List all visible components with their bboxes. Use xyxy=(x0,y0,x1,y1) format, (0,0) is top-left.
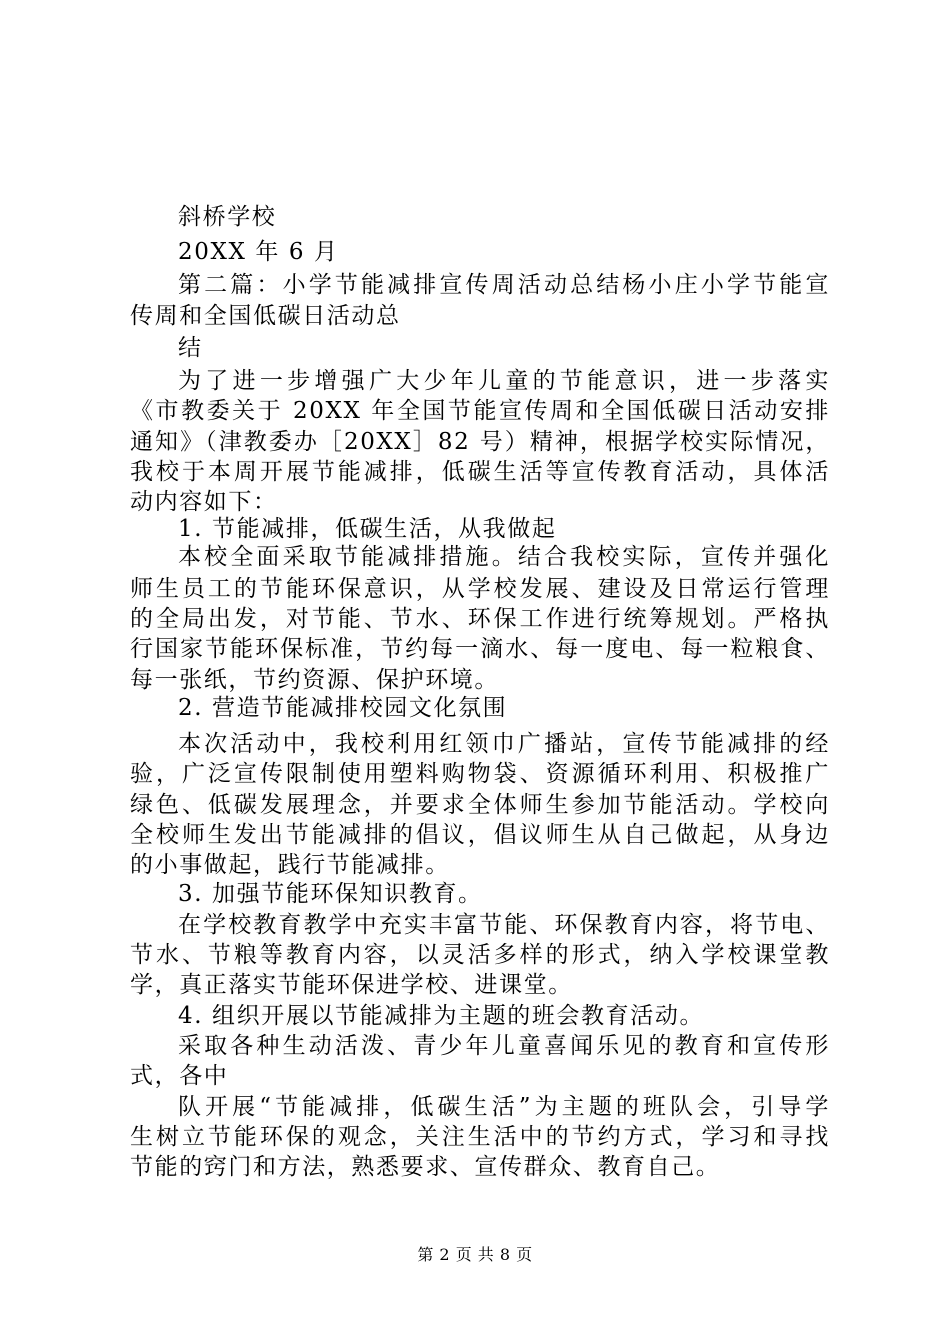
signature-date: 20XX 年 6 月 xyxy=(178,239,339,265)
paragraph-1-line-1: 本校全面采取节能减排措施。结合我校实际，宣传并强化 xyxy=(178,544,830,570)
section-title-line-1: 第二篇：小学节能减排宣传周活动总结杨小庄小学节能宣 xyxy=(178,272,830,298)
page-number-footer: 第 2 页 共 8 页 xyxy=(417,1245,533,1264)
heading-4: 4. 组织开展以节能减排为主题的班会教育活动。 xyxy=(178,1003,705,1029)
heading-1: 1. 节能减排，低碳生活，从我做起 xyxy=(178,516,557,542)
section-title-line-2: 传周和全国低碳日活动总 xyxy=(130,303,401,329)
paragraph-1-line-4: 行国家节能环保标准，节约每一滴水、每一度电、每一粒粮食、 xyxy=(130,636,830,662)
paragraph-2-line-5: 的小事做起，践行节能减排。 xyxy=(130,852,450,878)
intro-paragraph-line-5: 动内容如下： xyxy=(130,489,278,515)
paragraph-5-line-1: 队开展“节能减排，低碳生活”为主题的班队会，引导学 xyxy=(178,1094,830,1120)
intro-paragraph-line-3: 通知》（津教委办［20XX］82 号）精神，根据学校实际情况， xyxy=(130,429,830,455)
signature-school: 斜桥学校 xyxy=(178,204,277,230)
paragraph-2-line-1: 本次活动中，我校利用红领巾广播站，宣传节能减排的经 xyxy=(178,731,830,757)
paragraph-2-line-3: 绿色、低碳发展理念，并要求全体师生参加节能活动。学校向 xyxy=(130,792,830,818)
paragraph-3-line-2: 节水、节粮等教育内容，以灵活多样的形式，纳入学校课堂教 xyxy=(130,942,830,968)
paragraph-1-line-3: 的全局出发，对节能、节水、环保工作进行统筹规划。严格执 xyxy=(130,606,830,632)
paragraph-2-line-4: 全校师生发出节能减排的倡议，倡议师生从自己做起，从身边 xyxy=(130,822,830,848)
intro-paragraph-line-4: 我校于本周开展节能减排，低碳生活等宣传教育活动，具体活 xyxy=(130,459,830,485)
section-title-line-3: 结 xyxy=(178,335,203,361)
paragraph-1-line-2: 师生员工的节能环保意识，从学校发展、建设及日常运行管理 xyxy=(130,576,830,602)
heading-2: 2. 营造节能减排校园文化氛围 xyxy=(178,695,508,721)
paragraph-4-line-2: 式，各中 xyxy=(130,1063,229,1089)
intro-paragraph-line-2: 《市教委关于 20XX 年全国节能宣传周和全国低碳日活动安排 xyxy=(130,398,830,424)
paragraph-3-line-1: 在学校教育教学中充实丰富节能、环保教育内容，将节电、 xyxy=(178,912,830,938)
heading-3: 3. 加强节能环保知识教育。 xyxy=(178,881,483,907)
intro-paragraph-line-1: 为了进一步增强广大少年儿童的节能意识，进一步落实 xyxy=(178,368,830,394)
paragraph-5-line-2: 生树立节能环保的观念，关注生活中的节约方式，学习和寻找 xyxy=(130,1124,830,1150)
paragraph-4-line-1: 采取各种生动活泼、青少年儿童喜闻乐见的教育和宣传形 xyxy=(178,1033,830,1059)
paragraph-5-line-3: 节能的窍门和方法，熟悉要求、宣传群众、教育自己。 xyxy=(130,1154,721,1180)
paragraph-3-line-3: 学，真正落实节能环保进学校、进课堂。 xyxy=(130,972,573,998)
paragraph-1-line-5: 每一张纸，节约资源、保护环境。 xyxy=(130,667,499,693)
paragraph-2-line-2: 验，广泛宣传限制使用塑料购物袋、资源循环利用、积极推广 xyxy=(130,761,830,787)
